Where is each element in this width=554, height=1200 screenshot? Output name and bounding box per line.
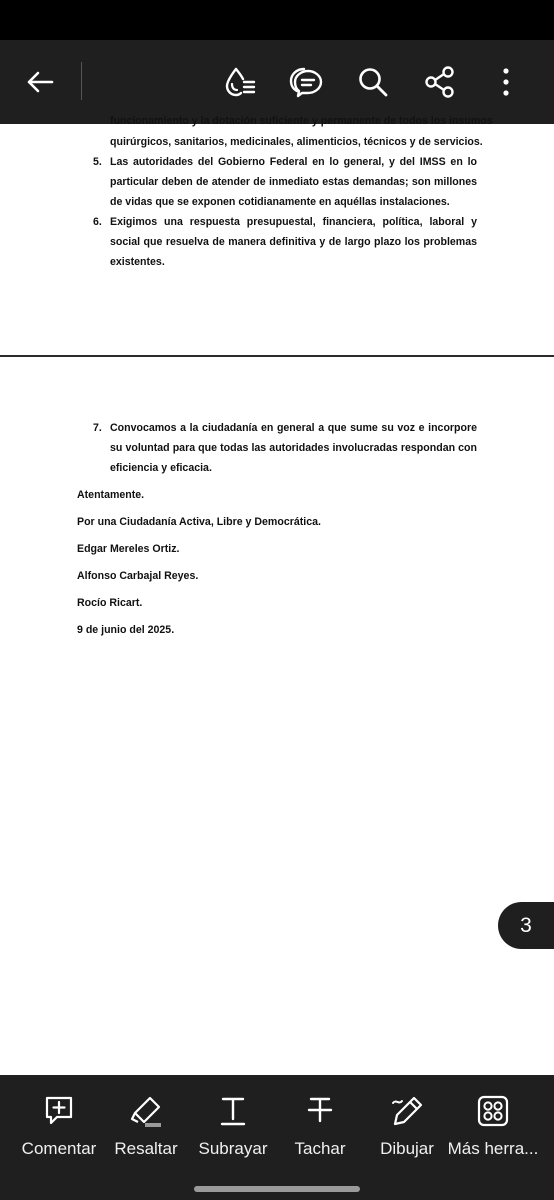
bottom-toolbar xyxy=(0,1075,554,1200)
comments-icon xyxy=(288,65,324,99)
document-date: 9 de junio del 2025. xyxy=(77,624,175,636)
signer-name: Rocío Ricart. xyxy=(77,597,143,609)
highlighter-icon xyxy=(129,1095,163,1127)
page-number-badge[interactable]: 3 xyxy=(498,902,554,949)
organization-text: Por una Ciudadanía Activa, Libre y Democrática. xyxy=(77,516,321,528)
share-button[interactable] xyxy=(418,60,462,104)
more-tools-label: Más herra... xyxy=(447,1139,539,1158)
comment-label: Comentar xyxy=(21,1139,97,1158)
pen-draw-icon xyxy=(390,1095,424,1127)
list-number: 7. xyxy=(93,422,102,434)
draw-label: Dibujar xyxy=(380,1139,434,1158)
comment-button[interactable] xyxy=(11,1095,107,1175)
closing-text: Atentamente. xyxy=(77,489,145,501)
more-options-button[interactable] xyxy=(484,60,528,104)
document-viewer[interactable] xyxy=(0,115,554,1075)
list-text: Convocamos a la ciudadanía en general a que sume su voz e incorpore su voluntad para que todas las autoridades involucradas respondan con eficiencia y eficacia. xyxy=(110,422,477,474)
strikethrough-icon xyxy=(306,1095,334,1127)
list-item-4-tail: quirúrgicos, sanitarios, medicinales, alimenticios, técnicos y de servicios. xyxy=(110,136,483,148)
highlight-label: Resaltar xyxy=(114,1139,178,1158)
more-vertical-icon xyxy=(501,67,511,97)
share-icon xyxy=(423,65,457,99)
cut-off-line: funcionamiento y la dotación suficiente y permanente de todos los insumos xyxy=(110,115,493,127)
more-tools-button[interactable] xyxy=(445,1095,541,1175)
back-arrow-icon xyxy=(25,70,55,94)
list-number: 6. xyxy=(93,216,102,228)
liquid-mode-button[interactable] xyxy=(218,60,262,104)
list-text: Exigimos una respuesta presupuestal, financiera, política, laboral y social que resuelva de manera definitiva y de largo plazo los problemas existentes. xyxy=(110,216,477,268)
home-indicator[interactable] xyxy=(194,1186,360,1192)
signer-name: Alfonso Carbajal Reyes. xyxy=(77,570,199,582)
liquid-mode-icon xyxy=(223,65,257,99)
list-number: 5. xyxy=(93,156,102,168)
strikethrough-label: Tachar xyxy=(294,1139,346,1158)
comment-plus-icon xyxy=(44,1095,74,1127)
back-button[interactable] xyxy=(18,60,62,104)
strikethrough-button[interactable] xyxy=(272,1095,368,1175)
page-separator xyxy=(0,355,554,357)
search-button[interactable] xyxy=(351,60,395,104)
draw-button[interactable] xyxy=(359,1095,455,1175)
search-icon xyxy=(357,66,389,98)
underline-text-icon xyxy=(219,1095,247,1127)
comments-button[interactable] xyxy=(284,60,328,104)
more-tools-grid-icon xyxy=(477,1095,509,1127)
status-bar xyxy=(0,0,554,40)
underline-button[interactable] xyxy=(185,1095,281,1175)
toolbar-divider xyxy=(81,62,82,100)
highlight-button[interactable] xyxy=(98,1095,194,1175)
list-text: Las autoridades del Gobierno Federal en lo general, y del IMSS en lo particular deben de atender de inmediato estas demandas; son millones de vidas que se exponen cotidianamente en aquéllas instalaciones. xyxy=(110,156,477,208)
signer-name: Edgar Mereles Ortiz. xyxy=(77,543,180,555)
underline-label: Subrayar xyxy=(198,1139,268,1158)
